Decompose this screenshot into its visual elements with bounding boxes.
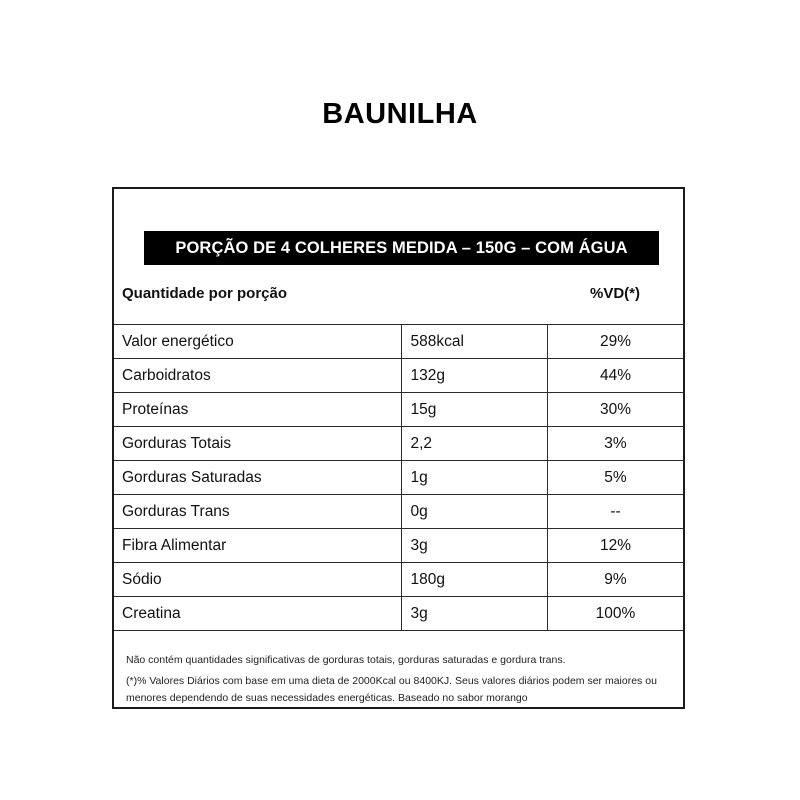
nutrient-name: Carboidratos	[114, 359, 401, 393]
nutrient-amount: 132g	[401, 359, 547, 393]
nutrient-vd: 30%	[547, 393, 684, 427]
table-row	[114, 529, 684, 563]
quantity-header: Quantidade por porção	[122, 285, 288, 302]
nutrient-amount: 588kcal	[401, 325, 547, 359]
nutrition-facts-panel	[112, 187, 685, 709]
nutrient-name: Valor energético	[114, 325, 401, 359]
nutrient-vd: 9%	[547, 563, 684, 597]
table-row	[114, 597, 684, 631]
nutrient-amount: 180g	[401, 563, 547, 597]
table-row	[114, 461, 684, 495]
nutrient-amount: 1g	[401, 461, 547, 495]
nutrient-name: Proteínas	[114, 393, 401, 427]
nutrient-vd: 3%	[547, 427, 684, 461]
vd-header: %VD(*)	[589, 285, 640, 302]
nutrient-name: Sódio	[114, 563, 401, 597]
table-row	[114, 393, 684, 427]
nutrient-vd: 44%	[547, 359, 684, 393]
table-header	[114, 285, 683, 307]
nutrient-name: Gorduras Saturadas	[114, 461, 401, 495]
nutrient-amount: 2,2	[401, 427, 547, 461]
flavor-title: BAUNILHA	[322, 98, 478, 130]
footnotes	[126, 652, 666, 711]
nutrient-vd: 5%	[547, 461, 684, 495]
footnote-insignificant: Não contém quantidades significativas de gorduras totais, gorduras saturadas e gordura trans.	[126, 654, 566, 666]
table-row	[114, 495, 684, 529]
nutrient-vd: 29%	[547, 325, 684, 359]
nutrient-name: Gorduras Trans	[114, 495, 401, 529]
nutrient-name: Creatina	[114, 597, 401, 631]
nutrient-amount: 3g	[401, 597, 547, 631]
nutrient-name: Fibra Alimentar	[114, 529, 401, 563]
nutrient-vd: --	[547, 495, 684, 529]
table-row	[114, 563, 684, 597]
nutrient-vd: 100%	[547, 597, 684, 631]
table-row	[114, 427, 684, 461]
table-row	[114, 325, 684, 359]
nutrient-amount: 0g	[401, 495, 547, 529]
table-row	[114, 359, 684, 393]
nutrient-name: Gorduras Totais	[114, 427, 401, 461]
nutrient-amount: 3g	[401, 529, 547, 563]
nutrition-table	[114, 324, 684, 631]
nutrient-vd: 12%	[547, 529, 684, 563]
footnote-daily-values: (*)% Valores Diários com base em uma dieta de 2000Kcal ou 8400KJ. Seus valores diários podem ser maiores ou menores dependendo de suas necessidades energéticas. Baseado no sabor morango	[126, 675, 657, 704]
nutrient-amount: 15g	[401, 393, 547, 427]
portion-banner: PORÇÃO DE 4 COLHERES MEDIDA – 150G – COM ÁGUA	[144, 231, 659, 265]
